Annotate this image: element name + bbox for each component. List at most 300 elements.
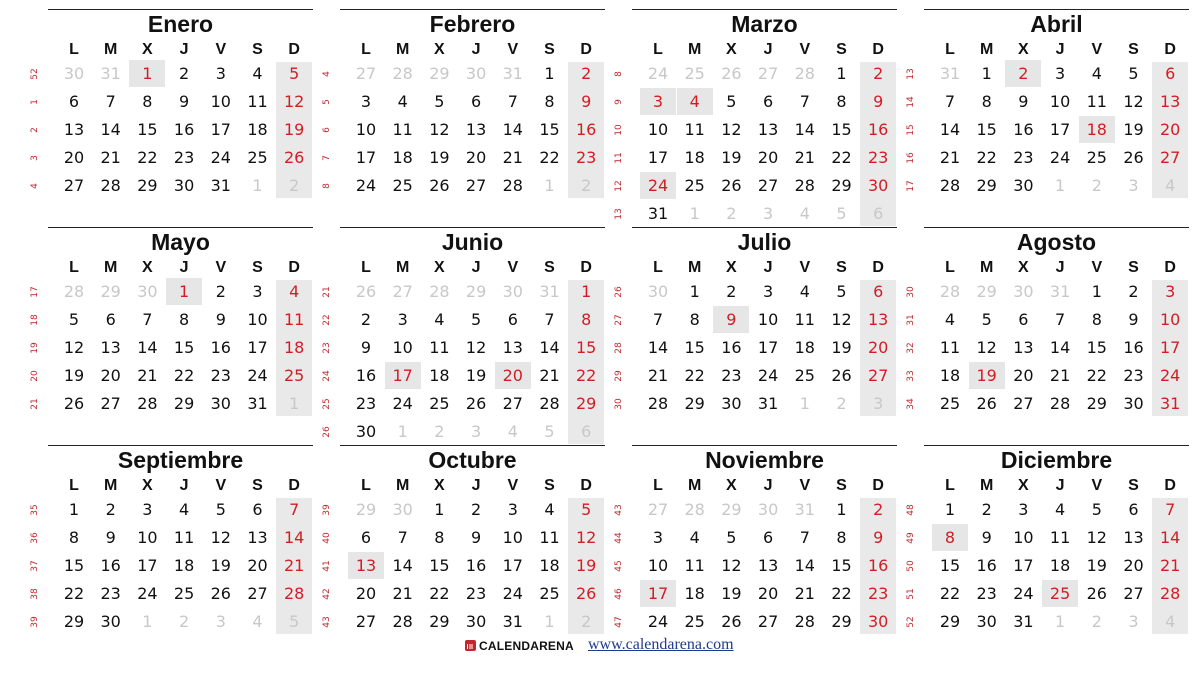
day-cell[interactable]: 19 — [284, 120, 305, 139]
day-cell[interactable]: 2 — [215, 282, 226, 301]
day-cell[interactable]: 30 — [976, 612, 997, 631]
day-cell[interactable]: 21 — [1049, 366, 1071, 385]
day-cell[interactable]: 29 — [939, 612, 961, 631]
day-cell[interactable]: 31 — [1049, 282, 1071, 301]
day-cell[interactable]: 30 — [1123, 394, 1144, 413]
day-cell[interactable]: 13 — [757, 556, 779, 575]
day-cell[interactable]: 22 — [939, 584, 961, 603]
day-cell[interactable]: 5 — [726, 528, 737, 547]
day-cell[interactable]: 26 — [355, 282, 377, 301]
day-cell[interactable]: 17 — [210, 120, 231, 139]
day-cell[interactable]: 25 — [684, 176, 705, 195]
day-cell[interactable]: 12 — [284, 92, 305, 111]
day-cell[interactable]: 5 — [434, 92, 445, 111]
day-cell[interactable]: 15 — [976, 120, 997, 139]
day-cell[interactable]: 14 — [794, 556, 815, 575]
day-cell[interactable]: 2 — [289, 176, 300, 195]
day-cell[interactable]: 20 — [247, 556, 268, 575]
day-cell[interactable]: 27 — [63, 176, 85, 195]
day-cell[interactable]: 28 — [939, 176, 961, 195]
day-cell[interactable]: 11 — [247, 92, 268, 111]
day-cell[interactable]: 12 — [63, 338, 85, 357]
day-cell[interactable]: 31 — [794, 500, 815, 519]
day-cell[interactable]: 24 — [1049, 148, 1071, 167]
day-cell[interactable]: 6 — [763, 528, 774, 547]
day-cell[interactable]: 4 — [252, 64, 263, 83]
day-cell[interactable]: 2 — [179, 64, 190, 83]
day-cell[interactable]: 17 — [1013, 556, 1034, 575]
day-cell[interactable]: 21 — [100, 148, 121, 167]
day-cell[interactable]: 28 — [647, 394, 669, 413]
day-cell[interactable]: 3 — [360, 92, 372, 111]
day-cell[interactable]: 4 — [944, 310, 956, 329]
day-cell[interactable]: 5 — [981, 310, 992, 329]
day-cell[interactable]: 1 — [944, 500, 956, 519]
day-cell[interactable]: 29 — [429, 64, 450, 83]
day-cell[interactable]: 26 — [284, 148, 305, 167]
day-cell[interactable]: 2 — [471, 500, 482, 519]
day-cell[interactable]: 25 — [247, 148, 268, 167]
day-cell[interactable]: 27 — [355, 64, 377, 83]
day-cell[interactable]: 20 — [63, 148, 85, 167]
day-cell[interactable]: 4 — [289, 282, 300, 301]
day-cell[interactable]: 1 — [689, 204, 700, 223]
day-cell[interactable]: 11 — [794, 310, 815, 329]
brand-logo[interactable] — [465, 636, 574, 656]
day-cell[interactable]: 24 — [355, 176, 377, 195]
day-cell[interactable]: 28 — [539, 394, 560, 413]
day-cell[interactable]: 19 — [429, 148, 450, 167]
day-cell[interactable]: 23 — [976, 584, 997, 603]
day-cell[interactable]: 7 — [652, 310, 664, 329]
day-cell[interactable]: 18 — [247, 120, 268, 139]
day-cell[interactable]: 25 — [392, 176, 413, 195]
day-cell[interactable]: 8 — [434, 528, 445, 547]
day-cell[interactable]: 20 — [757, 148, 779, 167]
day-cell[interactable]: 21 — [502, 148, 523, 167]
day-cell[interactable]: 23 — [1123, 366, 1144, 385]
day-cell[interactable]: 23 — [100, 584, 121, 603]
day-cell[interactable]: 5 — [289, 64, 300, 83]
day-cell[interactable]: 9 — [215, 310, 226, 329]
day-cell[interactable]: 26 — [576, 584, 597, 603]
day-cell[interactable]: 30 — [721, 394, 742, 413]
day-cell[interactable]: 6 — [105, 310, 116, 329]
day-cell[interactable]: 29 — [355, 500, 377, 519]
day-cell[interactable]: 20 — [100, 366, 121, 385]
day-cell[interactable]: 23 — [173, 148, 195, 167]
day-cell[interactable]: 30 — [392, 500, 413, 519]
day-cell[interactable]: 28 — [137, 394, 158, 413]
day-cell[interactable]: 6 — [763, 92, 774, 111]
day-cell[interactable]: 22 — [429, 584, 450, 603]
day-cell[interactable]: 2 — [981, 500, 992, 519]
day-cell[interactable]: 22 — [976, 148, 997, 167]
day-cell[interactable]: 16 — [1123, 338, 1144, 357]
day-cell[interactable]: 2 — [726, 282, 737, 301]
day-cell[interactable]: 2 — [434, 422, 445, 441]
day-cell[interactable]: 26 — [721, 176, 742, 195]
day-cell[interactable]: 5 — [1128, 64, 1139, 83]
day-cell[interactable]: 15 — [831, 556, 852, 575]
day-cell[interactable]: 23 — [210, 366, 231, 385]
day-cell[interactable]: 28 — [392, 64, 413, 83]
day-cell[interactable]: 26 — [429, 176, 450, 195]
day-cell[interactable]: 30 — [355, 422, 377, 441]
day-cell[interactable]: 17 — [640, 580, 676, 607]
day-cell[interactable]: 1 — [836, 64, 847, 83]
day-cell[interactable]: 2 — [873, 500, 884, 519]
day-cell[interactable]: 1 — [544, 176, 555, 195]
day-cell[interactable]: 12 — [465, 338, 487, 357]
day-cell[interactable]: 3 — [397, 310, 408, 329]
day-cell[interactable]: 3 — [1055, 64, 1066, 83]
day-cell[interactable]: 23 — [721, 366, 742, 385]
day-cell[interactable]: 2 — [726, 204, 737, 223]
day-cell[interactable]: 30 — [465, 612, 487, 631]
day-cell[interactable]: 15 — [831, 120, 852, 139]
day-cell[interactable]: 24 — [1160, 366, 1181, 385]
day-cell[interactable]: 29 — [429, 612, 450, 631]
day-cell[interactable]: 30 — [465, 64, 487, 83]
day-cell[interactable]: 3 — [1128, 176, 1139, 195]
day-cell[interactable]: 23 — [465, 584, 487, 603]
day-cell[interactable]: 9 — [1018, 92, 1029, 111]
day-cell[interactable]: 5 — [471, 310, 482, 329]
day-cell[interactable]: 3 — [215, 64, 226, 83]
day-cell[interactable]: 27 — [1013, 394, 1034, 413]
day-cell[interactable]: 4 — [179, 500, 190, 519]
day-cell[interactable]: 28 — [794, 176, 815, 195]
day-cell[interactable]: 6 — [507, 310, 518, 329]
day-cell[interactable]: 31 — [757, 394, 779, 413]
day-cell[interactable]: 18 — [429, 366, 450, 385]
day-cell[interactable]: 2 — [179, 612, 190, 631]
day-cell[interactable]: 18 — [539, 556, 560, 575]
day-cell[interactable]: 2 — [581, 612, 592, 631]
day-cell[interactable]: 17 — [647, 148, 669, 167]
day-cell[interactable]: 1 — [581, 282, 592, 301]
day-cell[interactable]: 31 — [247, 394, 268, 413]
day-cell[interactable]: 3 — [1128, 612, 1139, 631]
day-cell[interactable]: 1 — [1055, 612, 1066, 631]
day-cell[interactable]: 31 — [939, 64, 961, 83]
day-cell[interactable]: 7 — [544, 310, 555, 329]
day-cell[interactable]: 10 — [392, 338, 413, 357]
day-cell[interactable]: 22 — [576, 366, 597, 385]
day-cell[interactable]: 29 — [1086, 394, 1107, 413]
day-cell[interactable]: 10 — [757, 310, 779, 329]
day-cell[interactable]: 17 — [247, 338, 268, 357]
day-cell[interactable]: 4 — [799, 282, 810, 301]
day-cell[interactable]: 27 — [647, 500, 669, 519]
day-cell[interactable]: 5 — [289, 612, 300, 631]
day-cell[interactable]: 3 — [1165, 282, 1176, 301]
day-cell[interactable]: 20 — [868, 338, 889, 357]
day-cell[interactable]: 7 — [105, 92, 116, 111]
day-cell[interactable]: 1 — [434, 500, 445, 519]
day-cell[interactable]: 30 — [137, 282, 158, 301]
day-cell[interactable]: 7 — [142, 310, 153, 329]
day-cell[interactable]: 21 — [794, 148, 815, 167]
day-cell[interactable]: 28 — [63, 282, 85, 301]
day-cell[interactable]: 18 — [1049, 556, 1071, 575]
day-cell[interactable]: 14 — [100, 120, 121, 139]
day-cell[interactable]: 29 — [173, 394, 195, 413]
day-cell[interactable]: 1 — [252, 176, 263, 195]
day-cell[interactable]: 30 — [210, 394, 231, 413]
day-cell[interactable]: 15 — [1086, 338, 1107, 357]
day-cell[interactable]: 15 — [539, 120, 560, 139]
day-cell[interactable]: 22 — [831, 148, 852, 167]
day-cell[interactable]: 8 — [836, 528, 847, 547]
day-cell[interactable]: 22 — [831, 584, 852, 603]
day-cell[interactable]: 13 — [465, 120, 487, 139]
day-cell[interactable]: 2 — [360, 310, 372, 329]
day-cell[interactable]: 3 — [252, 282, 263, 301]
day-cell[interactable]: 4 — [1165, 176, 1176, 195]
day-cell[interactable]: 9 — [873, 92, 884, 111]
day-cell[interactable]: 14 — [1049, 338, 1071, 357]
day-cell[interactable]: 14 — [137, 338, 158, 357]
day-cell[interactable]: 1 — [142, 612, 153, 631]
day-cell[interactable]: 30 — [757, 500, 779, 519]
day-cell[interactable]: 25 — [1086, 148, 1107, 167]
day-cell[interactable]: 8 — [1091, 310, 1102, 329]
day-cell[interactable]: 9 — [981, 528, 992, 547]
day-cell[interactable]: 28 — [1160, 584, 1181, 603]
day-cell[interactable]: 26 — [976, 394, 997, 413]
day-cell[interactable]: 30 — [502, 282, 523, 301]
day-cell[interactable]: 24 — [647, 612, 669, 631]
day-cell[interactable]: 3 — [652, 528, 664, 547]
day-cell[interactable]: 18 — [284, 338, 305, 357]
day-cell[interactable]: 24 — [247, 366, 268, 385]
day-cell[interactable]: 25 — [794, 366, 815, 385]
day-cell[interactable]: 4 — [1055, 500, 1066, 519]
day-cell[interactable]: 24 — [502, 584, 523, 603]
day-cell[interactable]: 1 — [544, 64, 555, 83]
day-cell[interactable]: 19 — [969, 362, 1005, 389]
day-cell[interactable]: 22 — [63, 584, 85, 603]
day-cell[interactable]: 27 — [757, 64, 779, 83]
day-cell[interactable]: 26 — [721, 64, 742, 83]
day-cell[interactable]: 17 — [385, 362, 421, 389]
day-cell[interactable]: 7 — [397, 528, 408, 547]
day-cell[interactable]: 29 — [721, 500, 742, 519]
day-cell[interactable]: 26 — [465, 394, 487, 413]
day-cell[interactable]: 31 — [100, 64, 121, 83]
day-cell[interactable]: 1 — [799, 394, 810, 413]
day-cell[interactable]: 6 — [252, 500, 263, 519]
day-cell[interactable]: 1 — [689, 282, 700, 301]
day-cell[interactable]: 15 — [939, 556, 961, 575]
day-cell[interactable]: 18 — [684, 584, 705, 603]
day-cell[interactable]: 26 — [1086, 584, 1107, 603]
day-cell[interactable]: 28 — [429, 282, 450, 301]
day-cell[interactable]: 15 — [63, 556, 85, 575]
day-cell[interactable]: 10 — [210, 92, 231, 111]
day-cell[interactable]: 31 — [539, 282, 560, 301]
day-cell[interactable]: 1 — [166, 278, 202, 305]
day-cell[interactable]: 10 — [647, 556, 669, 575]
day-cell[interactable]: 16 — [868, 556, 889, 575]
day-cell[interactable]: 20 — [355, 584, 377, 603]
day-cell[interactable]: 7 — [944, 92, 956, 111]
day-cell[interactable]: 1 — [1055, 176, 1066, 195]
day-cell[interactable]: 17 — [137, 556, 158, 575]
day-cell[interactable]: 16 — [976, 556, 997, 575]
day-cell[interactable]: 28 — [502, 176, 523, 195]
day-cell[interactable]: 16 — [868, 120, 889, 139]
day-cell[interactable]: 5 — [836, 282, 847, 301]
day-cell[interactable]: 4 — [799, 204, 810, 223]
day-cell[interactable]: 1 — [981, 64, 992, 83]
day-cell[interactable]: 8 — [179, 310, 190, 329]
day-cell[interactable]: 31 — [502, 612, 523, 631]
day-cell[interactable]: 10 — [502, 528, 523, 547]
day-cell[interactable]: 27 — [757, 612, 779, 631]
day-cell[interactable]: 6 — [1128, 500, 1139, 519]
day-cell[interactable]: 3 — [873, 394, 884, 413]
day-cell[interactable]: 14 — [392, 556, 413, 575]
day-cell[interactable]: 25 — [284, 366, 305, 385]
day-cell[interactable]: 29 — [465, 282, 487, 301]
day-cell[interactable]: 16 — [721, 338, 742, 357]
day-cell[interactable]: 6 — [873, 282, 884, 301]
day-cell[interactable]: 29 — [63, 612, 85, 631]
day-cell[interactable]: 28 — [939, 282, 961, 301]
day-cell[interactable]: 3 — [763, 282, 774, 301]
day-cell[interactable]: 2 — [1091, 612, 1102, 631]
day-cell[interactable]: 20 — [1013, 366, 1034, 385]
day-cell[interactable]: 10 — [1160, 310, 1181, 329]
day-cell[interactable]: 16 — [355, 366, 377, 385]
day-cell[interactable]: 22 — [539, 148, 560, 167]
day-cell[interactable]: 15 — [576, 338, 597, 357]
day-cell[interactable]: 4 — [507, 422, 518, 441]
day-cell[interactable]: 29 — [684, 394, 705, 413]
day-cell[interactable]: 6 — [360, 528, 372, 547]
day-cell[interactable]: 13 — [502, 338, 523, 357]
day-cell[interactable]: 19 — [576, 556, 597, 575]
day-cell[interactable]: 27 — [100, 394, 121, 413]
day-cell[interactable]: 9 — [581, 92, 592, 111]
day-cell[interactable]: 11 — [429, 338, 450, 357]
day-cell[interactable]: 28 — [392, 612, 413, 631]
day-cell[interactable]: 20 — [495, 362, 531, 389]
day-cell[interactable]: 12 — [1123, 92, 1144, 111]
day-cell[interactable]: 18 — [173, 556, 195, 575]
day-cell[interactable]: 14 — [539, 338, 560, 357]
day-cell[interactable]: 8 — [544, 92, 555, 111]
day-cell[interactable]: 19 — [1086, 556, 1107, 575]
day-cell[interactable]: 4 — [689, 528, 700, 547]
day-cell[interactable]: 16 — [210, 338, 231, 357]
day-cell[interactable]: 11 — [1086, 92, 1107, 111]
day-cell[interactable]: 27 — [757, 176, 779, 195]
day-cell[interactable]: 28 — [1049, 394, 1071, 413]
day-cell[interactable]: 1 — [1091, 282, 1102, 301]
day-cell[interactable]: 10 — [247, 310, 268, 329]
day-cell[interactable]: 7 — [799, 92, 810, 111]
day-cell[interactable]: 2 — [1128, 282, 1139, 301]
day-cell[interactable]: 7 — [507, 92, 518, 111]
day-cell[interactable]: 28 — [284, 584, 305, 603]
day-cell[interactable]: 23 — [868, 584, 889, 603]
day-cell[interactable]: 8 — [142, 92, 153, 111]
day-cell[interactable]: 22 — [1086, 366, 1107, 385]
day-cell[interactable]: 2 — [1091, 176, 1102, 195]
day-cell[interactable]: 8 — [68, 528, 80, 547]
day-cell[interactable]: 17 — [757, 338, 779, 357]
day-cell[interactable]: 3 — [142, 500, 153, 519]
day-cell[interactable]: 30 — [868, 176, 889, 195]
day-cell[interactable]: 17 — [355, 148, 377, 167]
day-cell[interactable]: 30 — [100, 612, 121, 631]
day-cell[interactable]: 12 — [429, 120, 450, 139]
day-cell[interactable]: 8 — [581, 310, 592, 329]
day-cell[interactable]: 12 — [210, 528, 231, 547]
day-cell[interactable]: 12 — [721, 556, 742, 575]
day-cell[interactable]: 23 — [355, 394, 377, 413]
day-cell[interactable]: 8 — [836, 92, 847, 111]
day-cell[interactable]: 18 — [392, 148, 413, 167]
day-cell[interactable]: 15 — [429, 556, 450, 575]
day-cell[interactable]: 6 — [1165, 64, 1176, 83]
day-cell[interactable]: 5 — [726, 92, 737, 111]
day-cell[interactable]: 21 — [939, 148, 961, 167]
day-cell[interactable]: 9 — [471, 528, 482, 547]
day-cell[interactable]: 27 — [355, 612, 377, 631]
day-cell[interactable]: 28 — [684, 500, 705, 519]
day-cell[interactable]: 16 — [576, 120, 597, 139]
day-cell[interactable]: 1 — [836, 500, 847, 519]
day-cell[interactable]: 4 — [1165, 612, 1176, 631]
day-cell[interactable]: 6 — [471, 92, 482, 111]
day-cell[interactable]: 27 — [1123, 584, 1144, 603]
day-cell[interactable]: 13 — [868, 310, 889, 329]
day-cell[interactable]: 13 — [348, 552, 384, 579]
day-cell[interactable]: 27 — [392, 282, 413, 301]
day-cell[interactable]: 2 — [873, 64, 884, 83]
day-cell[interactable]: 19 — [63, 366, 85, 385]
day-cell[interactable]: 2 — [836, 394, 847, 413]
day-cell[interactable]: 10 — [1013, 528, 1034, 547]
day-cell[interactable]: 31 — [502, 64, 523, 83]
day-cell[interactable]: 20 — [1123, 556, 1144, 575]
day-cell[interactable]: 21 — [647, 366, 669, 385]
day-cell[interactable]: 12 — [1086, 528, 1107, 547]
day-cell[interactable]: 9 — [360, 338, 372, 357]
day-cell[interactable]: 5 — [836, 204, 847, 223]
day-cell[interactable]: 1 — [129, 60, 165, 87]
day-cell[interactable]: 24 — [137, 584, 158, 603]
day-cell[interactable]: 17 — [1049, 120, 1071, 139]
day-cell[interactable]: 21 — [137, 366, 158, 385]
day-cell[interactable]: 29 — [831, 176, 852, 195]
day-cell[interactable]: 20 — [757, 584, 779, 603]
day-cell[interactable]: 11 — [392, 120, 413, 139]
day-cell[interactable]: 4 — [397, 92, 408, 111]
day-cell[interactable]: 27 — [247, 584, 268, 603]
day-cell[interactable]: 15 — [137, 120, 158, 139]
day-cell[interactable]: 13 — [100, 338, 121, 357]
day-cell[interactable]: 19 — [1123, 120, 1144, 139]
day-cell[interactable]: 4 — [1091, 64, 1102, 83]
day-cell[interactable]: 12 — [831, 310, 852, 329]
day-cell[interactable]: 22 — [173, 366, 195, 385]
